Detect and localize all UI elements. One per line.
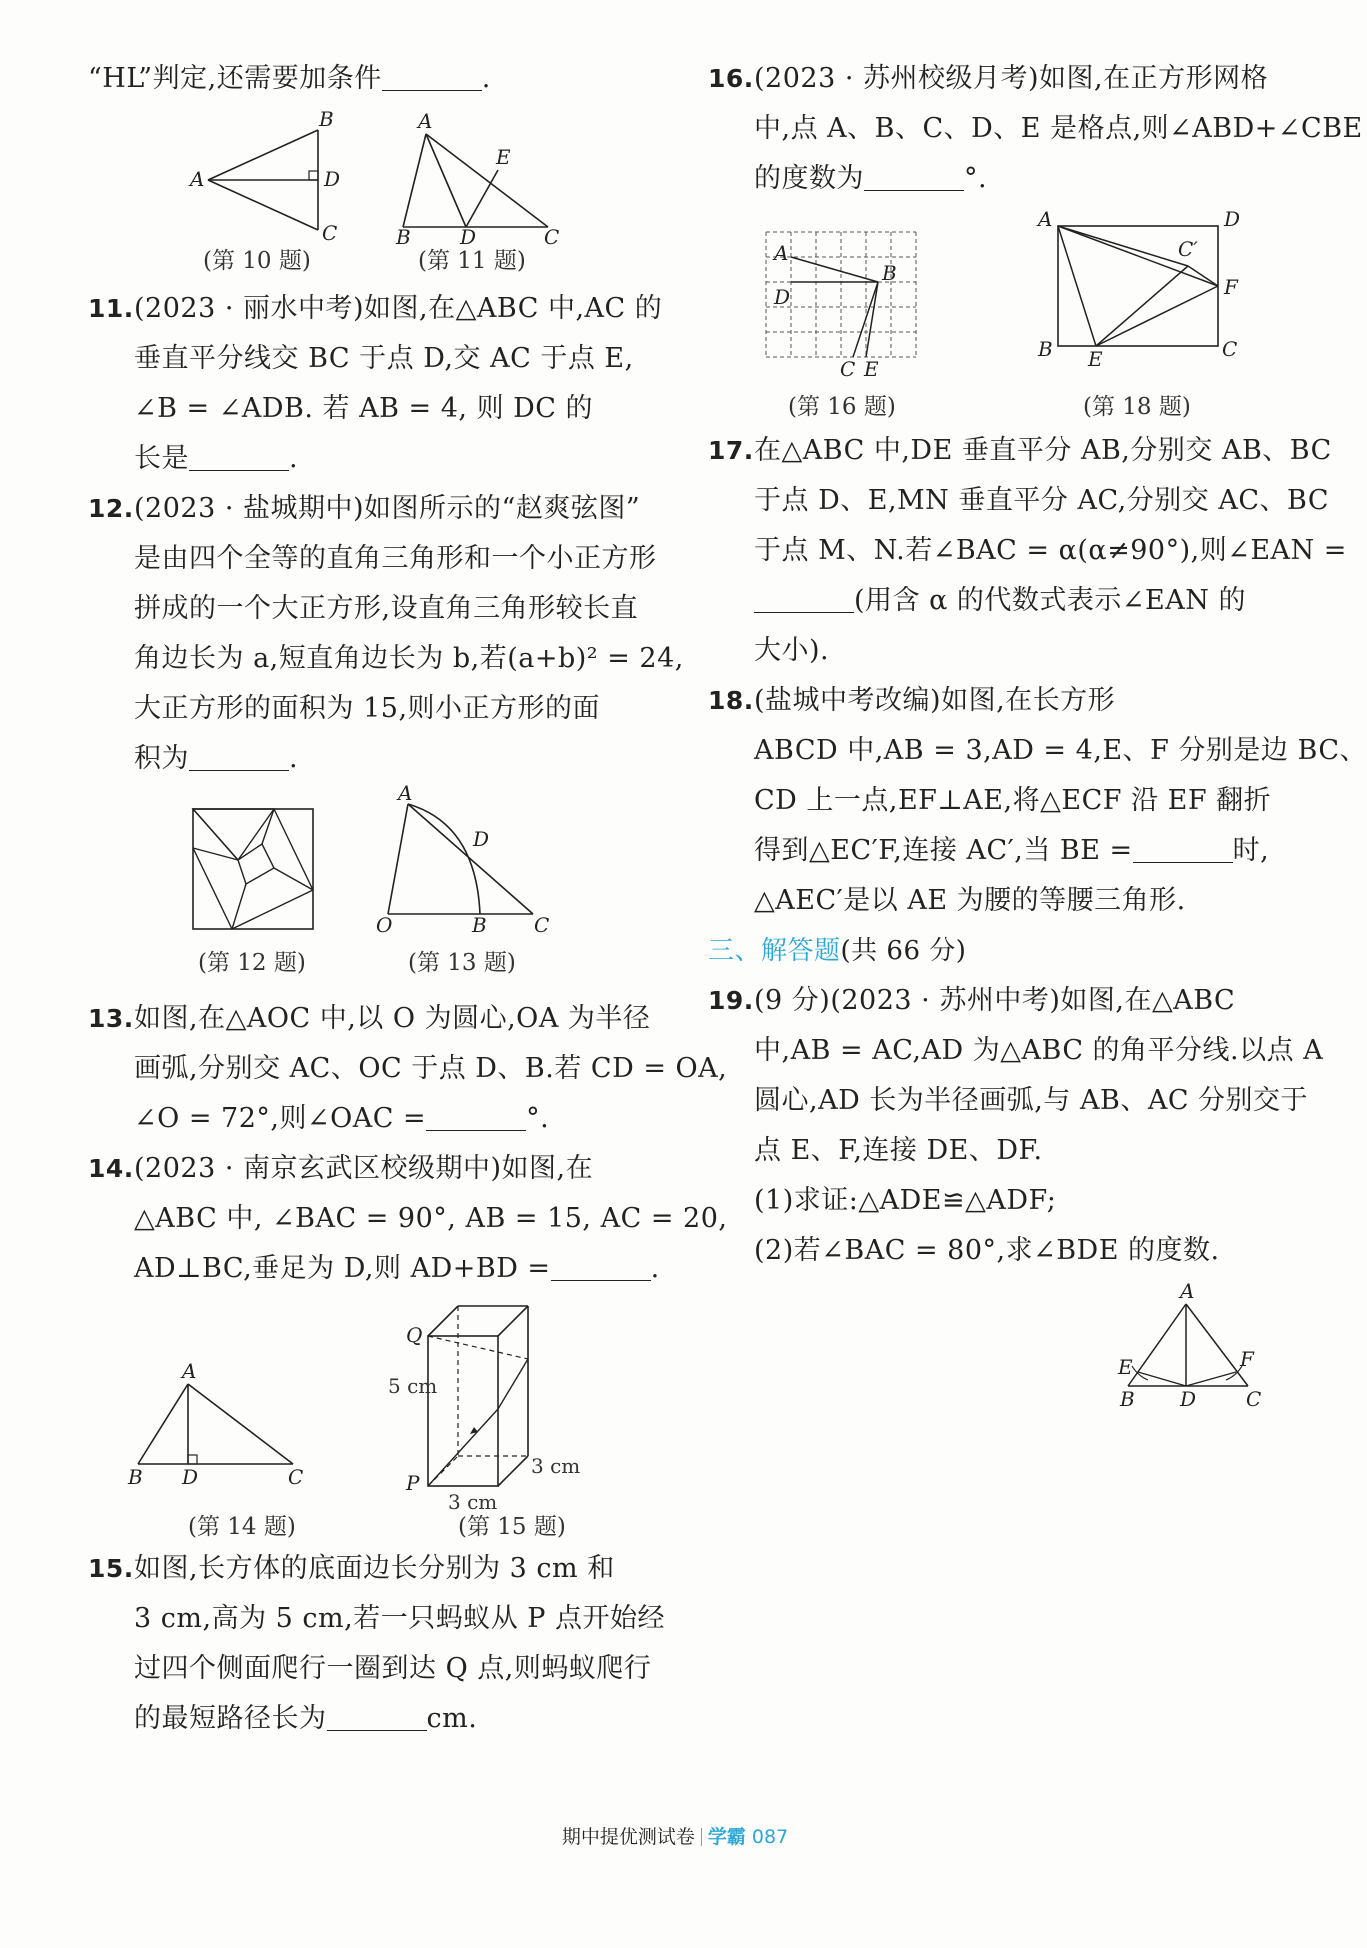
svg-text:B: B	[396, 225, 411, 249]
svg-text:A: A	[398, 781, 413, 805]
svg-text:A: A	[182, 1359, 197, 1383]
svg-text:B: B	[882, 261, 897, 285]
svg-text:B: B	[1038, 337, 1053, 361]
page-number: 087	[751, 1826, 789, 1848]
svg-text:E: E	[1118, 1355, 1133, 1379]
caption-14: (第 14 题)	[188, 1514, 296, 1540]
footer-title: 期中提优测试卷	[561, 1826, 695, 1848]
answer-blank	[551, 1250, 651, 1281]
svg-text:B: B	[128, 1465, 143, 1489]
footer-brand: 学霸	[707, 1826, 746, 1848]
question-13: 13.如图,在△AOC 中,以 O 为圆心,OA 为半径 画弧,分别交 AC、OC 于点 D、B.若 CD = OA, ∠O = 72°,则∠OAC = °.	[88, 1003, 728, 1134]
question-14: 14.(2023 · 南京玄武区校级期中)如图,在 △ABC 中, ∠BAC = 90°, AB = 15, AC = 20, AD⊥BC,垂足为 D,则 AD+BD = .	[88, 1153, 728, 1284]
caption-11: (第 11 题)	[418, 248, 526, 274]
answer-blank	[327, 1700, 427, 1731]
figure-16-grid	[758, 224, 928, 384]
svg-text:F: F	[1224, 275, 1238, 299]
svg-text:B: B	[1120, 1387, 1135, 1411]
caption-18: (第 18 题)	[1083, 394, 1191, 420]
footer-divider	[701, 1828, 702, 1846]
svg-text:E: E	[1088, 347, 1103, 371]
q10-tail-text: “HL”判定,还需要加条件	[88, 63, 382, 94]
svg-text:B: B	[319, 107, 334, 131]
svg-text:D: D	[324, 167, 341, 191]
svg-text:D: D	[460, 225, 477, 249]
figure-19	[1108, 1279, 1268, 1416]
section-score: (共 66 分)	[840, 936, 967, 966]
answer-blank	[864, 160, 964, 191]
question-12: 12.(2023 · 盐城期中)如图所示的“赵爽弦图” 是由四个全等的直角三角形和一个小正方形 拼成的一个大正方形,设直角三角形较长直 角边长为 a,短直角边长为 b,若(a+b)² = 24, 大正方形的面积为 15,则小正方形的面 积为 .	[88, 493, 684, 774]
figures-10-11	[88, 104, 674, 284]
svg-text:F: F	[1240, 1347, 1254, 1371]
section-title: 三、解答题	[708, 936, 841, 966]
question-19: 19.(9 分)(2023 · 苏州中考)如图,在△ABC 中,AB = AC,AD 为△ABC 的角平分线.以点 A 圆心,AD 长为半径画弧,与 AB、AC 分别交于 点 E、F,连接 DE、DF. (1)求证:△ADE≌△ADF; (2)若∠BAC = 80°,求∠BDE 的度数.	[708, 976, 1298, 1276]
svg-text:C: C	[322, 221, 338, 245]
caption-15: (第 15 题)	[458, 1514, 566, 1540]
svg-text:P: P	[406, 1471, 420, 1495]
svg-text:A: A	[1038, 207, 1053, 231]
svg-text:C′: C′	[1178, 237, 1198, 261]
figure-12-zhao-shuang-diagram	[188, 804, 318, 934]
depth-label: 3 cm	[531, 1454, 581, 1478]
caption-10: (第 10 题)	[203, 248, 311, 274]
figure-13	[368, 781, 568, 937]
figures-14-15	[88, 1294, 674, 1544]
answer-blank	[382, 60, 482, 91]
svg-text:C: C	[288, 1465, 304, 1489]
question-18: 18.(盐城中考改编)如图,在长方形 ABCD 中,AB = 3,AD = 4,E、F 分别是边 BC、 CD 上一点,EF⊥AE,将△ECF 沿 EF 翻折 得到△EC′F,连接 AC′,当 BE = 时, △AEC′是以 AE 为腰的等腰三角形.	[708, 685, 1367, 916]
svg-text:E: E	[496, 145, 511, 169]
svg-text:C: C	[1246, 1387, 1262, 1411]
svg-text:D: D	[1180, 1387, 1197, 1411]
answer-blank	[1133, 832, 1233, 863]
figures-16-18	[708, 204, 1298, 426]
svg-text:A: A	[190, 167, 205, 191]
caption-16: (第 16 题)	[788, 394, 896, 420]
svg-text:D: D	[182, 1465, 199, 1489]
figure-14	[128, 1359, 318, 1494]
svg-text:D: D	[774, 285, 791, 309]
height-label: 5 cm	[388, 1374, 438, 1398]
section-header	[708, 926, 1298, 976]
answer-blank	[754, 582, 854, 613]
svg-text:D: D	[1224, 207, 1241, 231]
svg-text:C: C	[840, 357, 856, 381]
svg-text:Q: Q	[406, 1323, 423, 1347]
answer-blank	[189, 740, 289, 771]
svg-text:D: D	[473, 827, 490, 851]
question-16: 16.(2023 · 苏州校级月考)如图,在正方形网格 中,点 A、B、C、D、E 是格点,则∠ABD+∠CBE 的度数为 °.	[708, 63, 1363, 194]
question-11: 11.(2023 · 丽水中考)如图,在△ABC 中,AC 的 垂直平分线交 BC 于点 D,交 AC 于点 E, ∠B = ∠ADB. 若 AB = 4, 则 DC 的 长是 .	[88, 293, 663, 474]
figure-11	[388, 109, 588, 249]
svg-text:C: C	[534, 913, 550, 937]
right-column	[708, 54, 1367, 1426]
answer-blank	[426, 1100, 526, 1131]
sub-question-1: (1)求证:△ADE≌△ADF;	[754, 1185, 1057, 1216]
left-column	[88, 54, 728, 1744]
svg-text:B: B	[472, 913, 487, 937]
caption-12: (第 12 题)	[198, 950, 306, 976]
q10-tail: “HL”判定,还需要加条件 .	[88, 54, 674, 104]
question-15: 15.如图,长方体的底面边长分别为 3 cm 和 3 cm,高为 5 cm,若一只蚂蚁从 P 点开始经 过四个侧面爬行一圈到达 Q 点,则蚂蚁爬行 的最短路径长为 cm.	[88, 1553, 666, 1734]
svg-text:C: C	[544, 225, 560, 249]
figure-18	[1028, 204, 1241, 374]
svg-text:E: E	[864, 357, 879, 381]
figure-10	[188, 107, 368, 245]
svg-text:A: A	[1180, 1279, 1195, 1303]
svg-text:C: C	[1222, 337, 1238, 361]
answer-blank	[189, 440, 289, 471]
svg-text:A: A	[418, 109, 433, 133]
svg-text:O: O	[376, 913, 393, 937]
page-footer	[0, 1822, 1350, 1849]
figure-19-row	[708, 1276, 1298, 1426]
figures-12-13	[88, 781, 674, 994]
sub-question-2: (2)若∠BAC = 80°,求∠BDE 的度数.	[754, 1235, 1220, 1266]
svg-text:A: A	[774, 241, 789, 265]
caption-13: (第 13 题)	[408, 950, 516, 976]
question-17: 17.在△ABC 中,DE 垂直平分 AB,分别交 AB、BC 于点 D、E,MN 垂直平分 AC,分别交 AC、BC 于点 M、N.若∠BAC = α(α≠90°),则∠EAN = (用含 α 的代数式表示∠EAN 的 大小).	[708, 435, 1347, 666]
width-label: 3 cm	[448, 1490, 498, 1514]
